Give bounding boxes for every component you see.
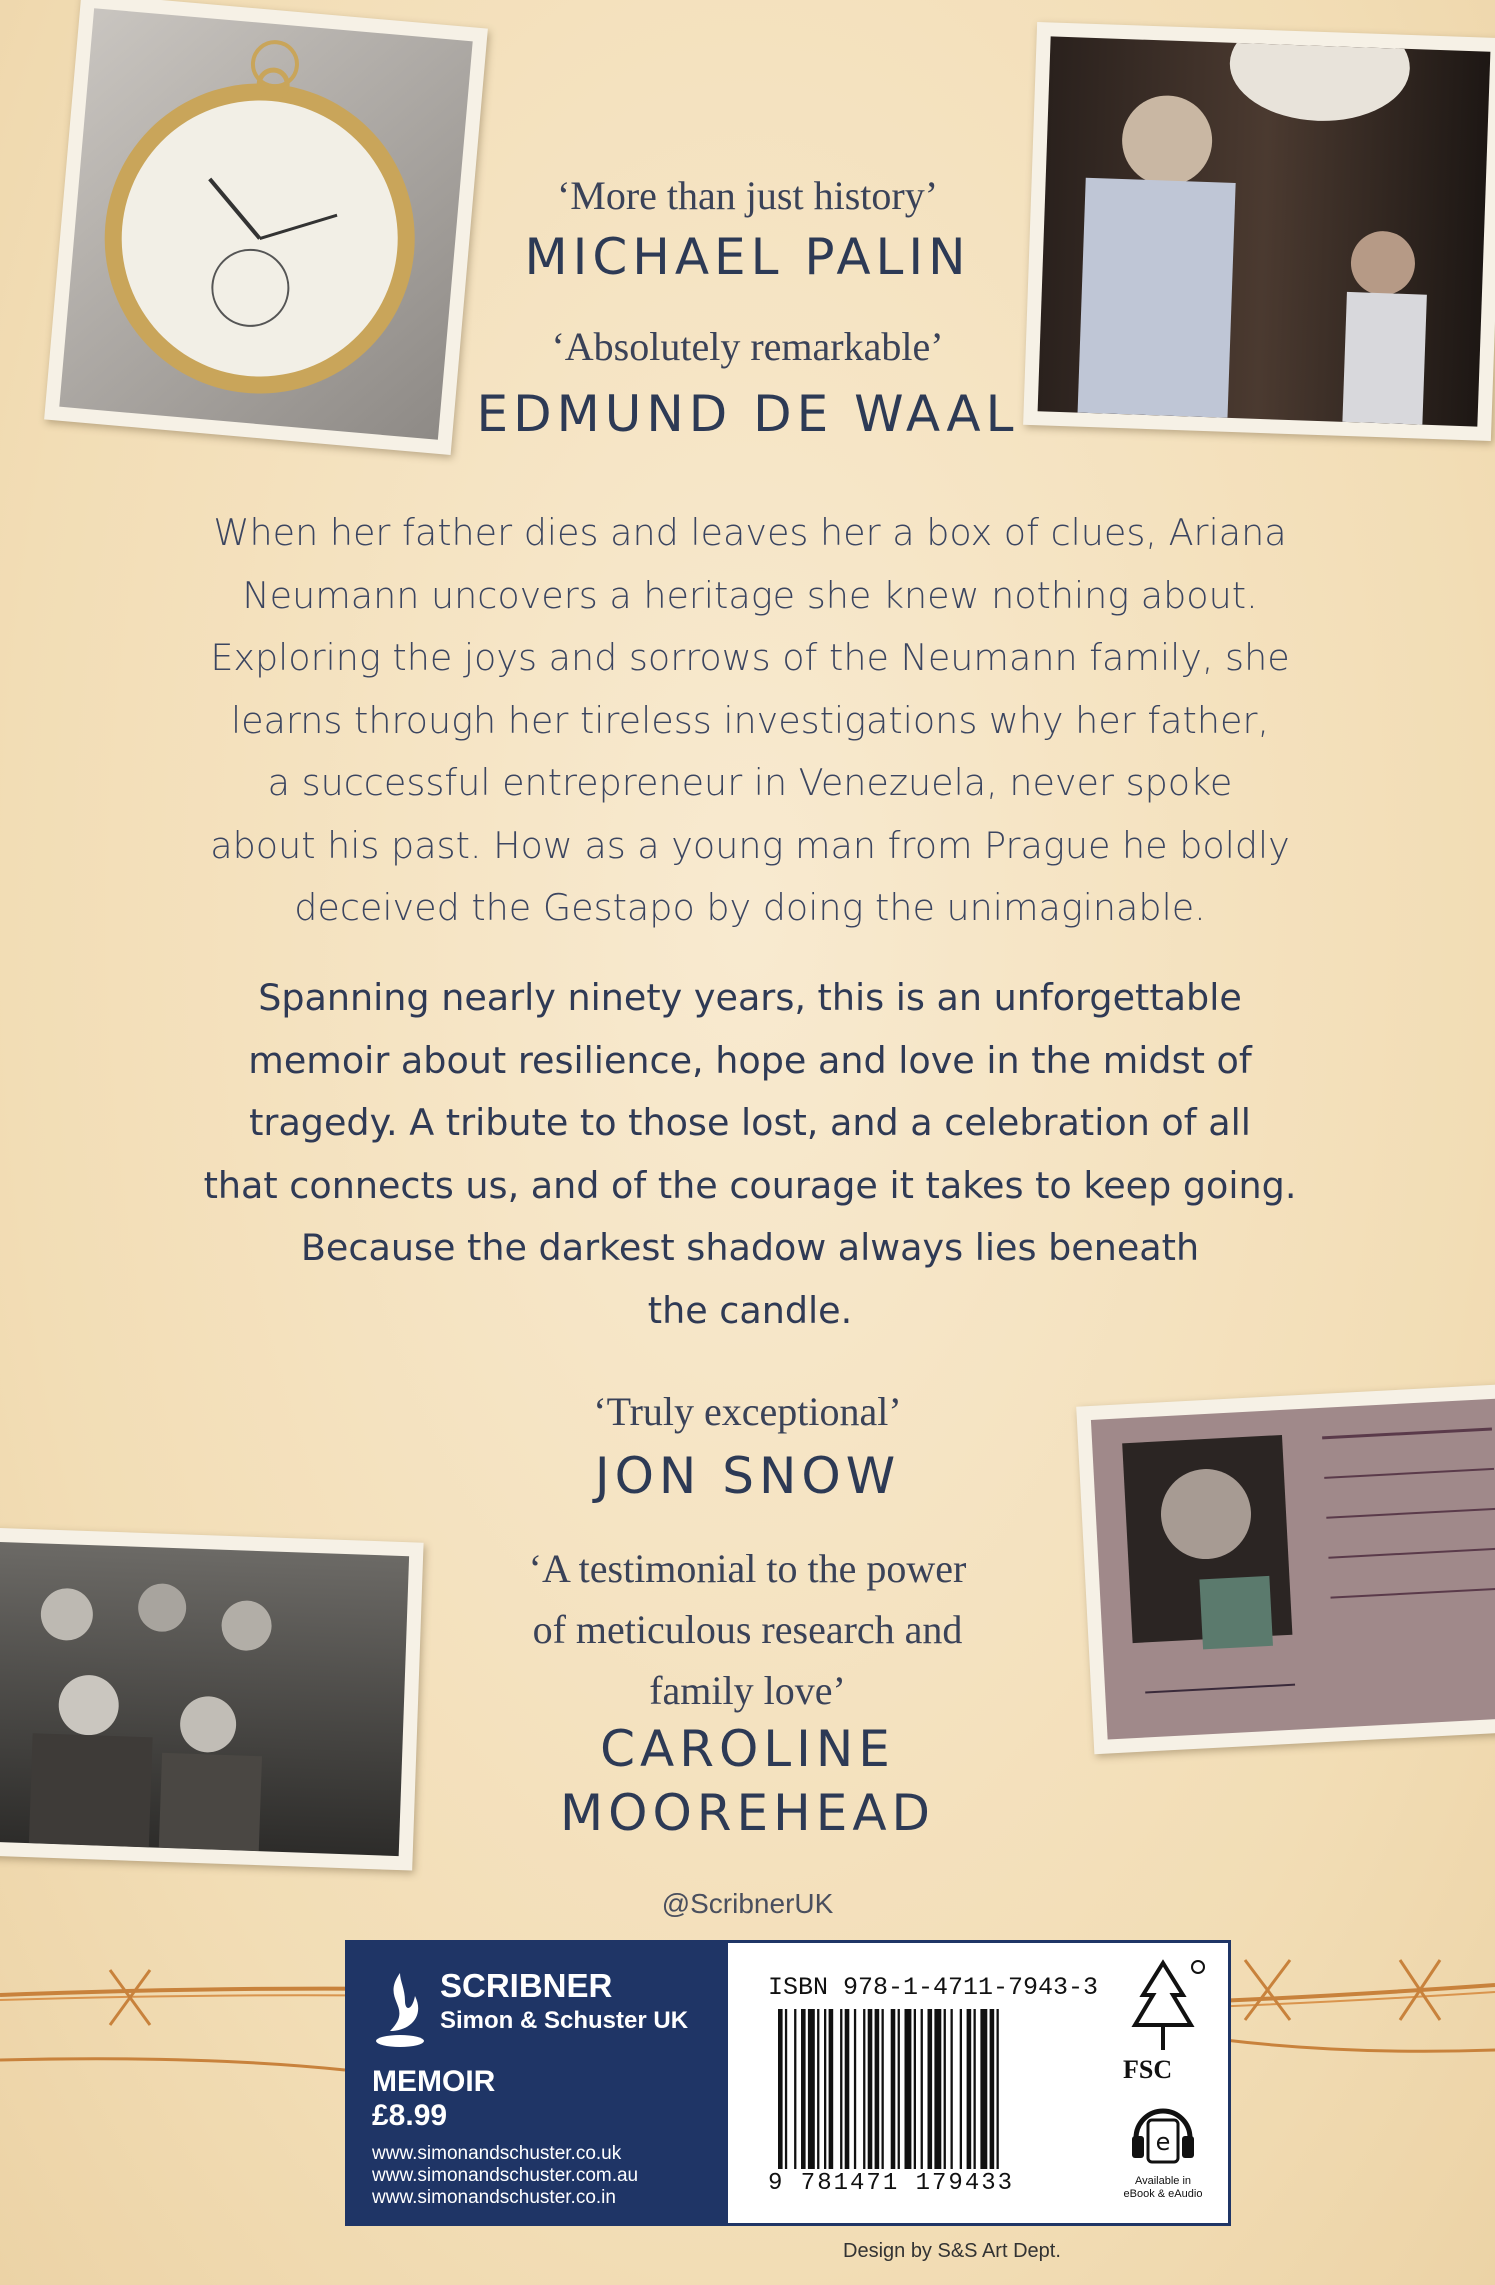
barcode-bar (778, 2009, 783, 2169)
publisher-url: www.simonandschuster.co.uk (372, 2143, 622, 2164)
synopsis-line: learns through her tireless investigations why her father, (230, 698, 1270, 742)
ebook-letter: e (1155, 2128, 1171, 2156)
barcode-bar (960, 2009, 962, 2169)
quote-text: ‘Absolutely remarkable’ (551, 324, 944, 369)
barcode-bar (898, 2009, 900, 2169)
barcode-bar (854, 2009, 856, 2169)
barcode-bar (944, 2009, 946, 2169)
flame-icon (370, 1971, 430, 2049)
barcode-bar (824, 2009, 826, 2169)
quote-author: MICHAEL PALIN (524, 228, 971, 286)
quote-line: of meticulous research and (532, 1607, 963, 1652)
barcode-bar (928, 2009, 933, 2169)
synopsis-line: Spanning nearly ninety years, this is an unforgettable (258, 976, 1242, 1019)
barcode-bar (845, 2009, 850, 2169)
barcode-bar (990, 2009, 995, 2169)
barcode-bar (905, 2009, 912, 2169)
quote-text: ‘Truly exceptional’ (593, 1389, 902, 1434)
fsc-label: FSC (1123, 2055, 1173, 2084)
barcode-bar (868, 2009, 873, 2169)
synopsis-line: Exploring the joys and sorrows of the Neumann family, she (210, 636, 1290, 679)
author-line: MOOREHEAD (559, 1784, 936, 1842)
availability-line: Available in (1134, 2175, 1192, 2187)
social-handle: @ScribnerUK (661, 1888, 834, 1919)
synopsis-line: about his past. How as a young man from Prague he boldly (210, 823, 1290, 867)
design-credit: Design by S&S Art Dept. (843, 2240, 1061, 2262)
synopsis-line: that connects us, and of the courage it takes to keep going. (203, 1163, 1297, 1207)
synopsis-line: the candle. (647, 1288, 853, 1332)
publisher-panel (348, 1943, 728, 2223)
quote-line: ‘A testimonial to the power (528, 1546, 967, 1591)
publisher-url: www.simonandschuster.co.in (372, 2187, 616, 2208)
quote-author: EDMUND DE WAAL (476, 385, 1019, 443)
ebook-headphones-icon (1128, 2098, 1198, 2173)
barcode-bar (817, 2009, 819, 2169)
synopsis-line: a successful entrepreneur in Venezuela, never spoke (267, 761, 1233, 804)
publisher-url: www.simonandschuster.com.au (372, 2165, 639, 2186)
quote-text-multiline (0, 1538, 1495, 1721)
synopsis-emphasis (120, 967, 1380, 1342)
quote-author: JON SNOW (594, 1447, 901, 1505)
synopsis-line: deceived the Gestapo by doing the unimaginable. (294, 886, 1206, 929)
barcode-bar (808, 2009, 815, 2169)
publisher-imprint: Simon & Schuster UK (440, 2007, 689, 2034)
barcode-bar (914, 2009, 916, 2169)
barcode-bar (829, 2009, 834, 2169)
isbn-number: ISBN 978-1-4711-7943-3 (768, 1973, 1099, 2002)
synopsis-line: Neumann uncovers a heritage she knew nothing about. (242, 573, 1258, 617)
barcode-bar (785, 2009, 787, 2169)
price-label: £8.99 (372, 2099, 448, 2132)
synopsis-line: tragedy. A tribute to those lost, and a celebration of all (249, 1101, 1251, 1144)
synopsis (130, 502, 1370, 940)
barcode-bar (891, 2009, 896, 2169)
barcode-bar (875, 2009, 880, 2169)
barcode-bar (974, 2009, 976, 2169)
barcode-panel (345, 1940, 1231, 2226)
barcode-bar (921, 2009, 923, 2169)
availability-line: eBook & eAudio (1123, 2188, 1203, 2200)
quote-text: ‘More than just history’ (556, 173, 939, 218)
barcode (778, 2009, 1078, 2169)
synopsis-line: memoir about resilience, hope and love in the midst of (248, 1038, 1252, 1082)
barcode-bar (967, 2009, 972, 2169)
synopsis-line: When her father dies and leaves her a box of clues, Ariana (213, 511, 1287, 554)
author-line: CAROLINE (600, 1720, 895, 1778)
synopsis-line: Because the darkest shadow always lies beneath (300, 1226, 1200, 1269)
barcode-bar (863, 2009, 865, 2169)
genre-label: MEMOIR (372, 2065, 496, 2098)
availability-note (1108, 2175, 1218, 2201)
barcode-bar (801, 2009, 806, 2169)
barcode-bar (934, 2009, 941, 2169)
quote-line: family love’ (649, 1668, 846, 1713)
barcode-bar (980, 2009, 987, 2169)
publisher-name: SCRIBNER (440, 1967, 613, 2004)
quote-author-multiline (0, 1717, 1495, 1845)
ean-number: 9 781471 179433 (768, 2170, 1015, 2197)
barcode-bar (840, 2009, 842, 2169)
barcode-bar (794, 2009, 796, 2169)
barcode-bar (951, 2009, 953, 2169)
barcode-bar (997, 2009, 999, 2169)
barcode-bar (882, 2009, 884, 2169)
